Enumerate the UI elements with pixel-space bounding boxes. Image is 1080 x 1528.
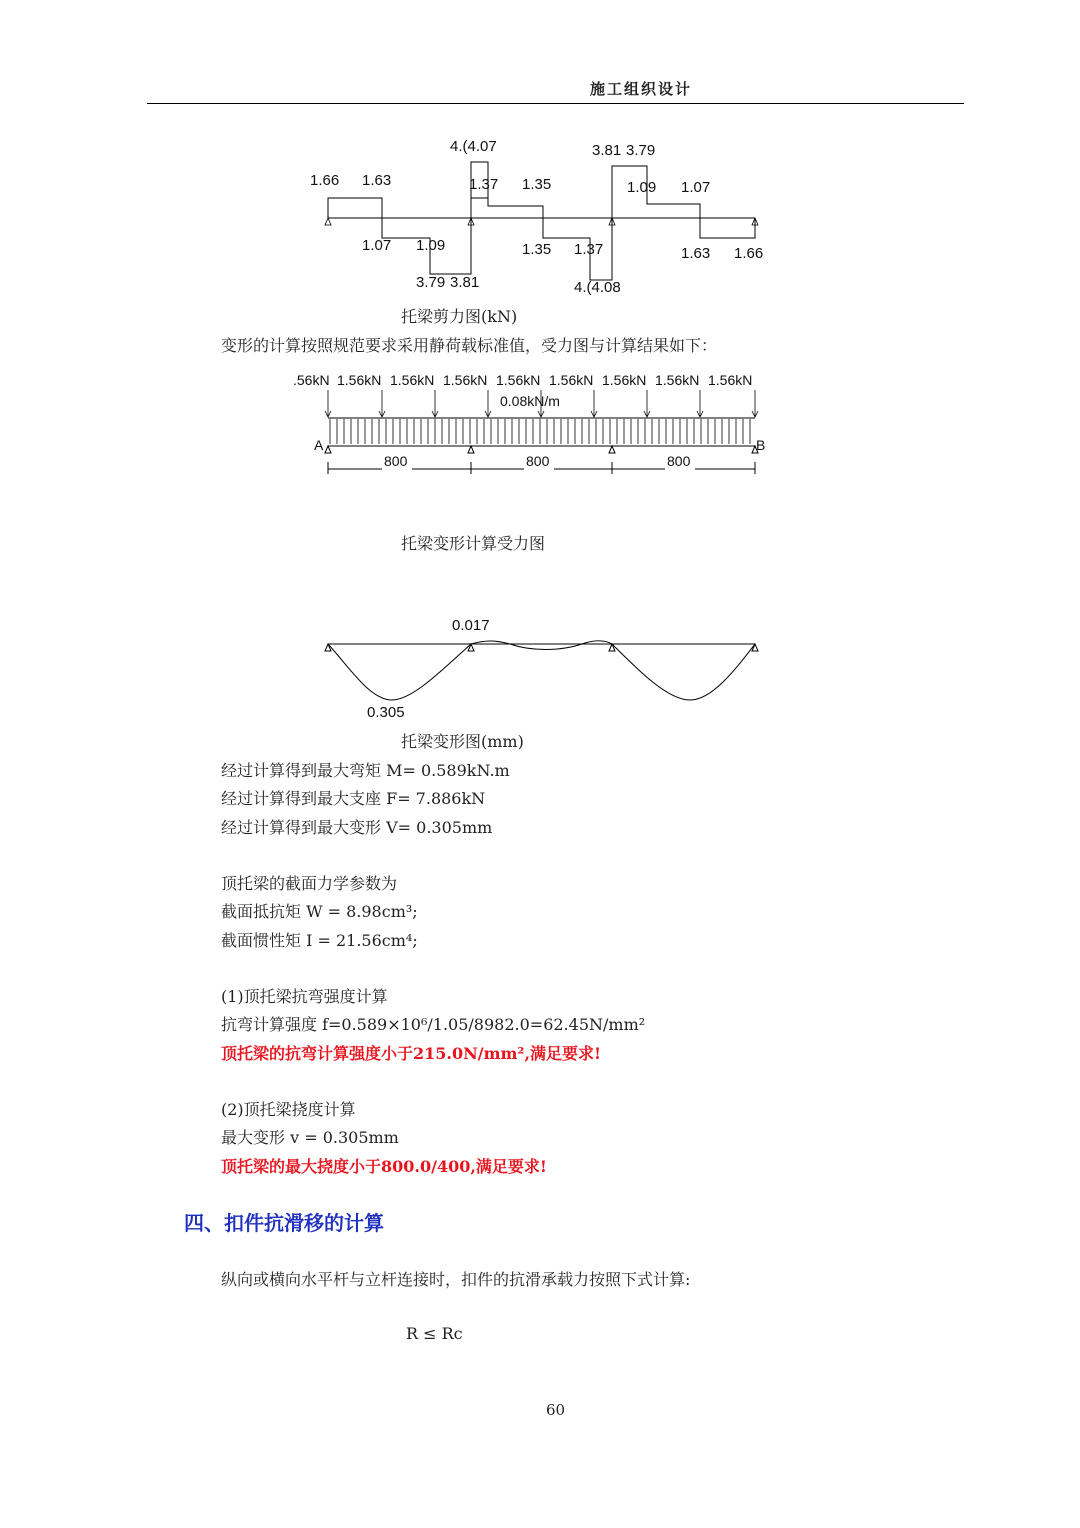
support-3-icon (609, 644, 615, 651)
deflection-caption: 托梁变形图(mm) (401, 732, 524, 751)
deflection-conclusion: 顶托梁的最大挠度小于800.0/400,满足要求! (221, 1157, 547, 1176)
bending-formula: 抗弯计算强度 f=0.589×10⁶/1.05/8982.0=62.45N/mm² (221, 1015, 646, 1034)
shear-caption: 托梁剪力图(kN) (401, 307, 518, 326)
bending-title: (1)顶托梁抗弯强度计算 (221, 987, 388, 1006)
header-title: 施工组织设计 (590, 80, 693, 98)
support-1-icon (325, 218, 331, 225)
shear-label: 1.35 (522, 176, 552, 193)
page-number: 60 (546, 1401, 566, 1419)
shear-label: 1.63 (362, 172, 392, 189)
shear-label: 1.35 (522, 241, 552, 258)
shear-label: 4.(4.08 (574, 279, 621, 296)
shear-label: 3.79 (416, 274, 446, 291)
deflection-diagram (300, 610, 780, 725)
point-load-label: 1.56kN (549, 372, 594, 388)
section-heading-4: 四、扣件抗滑移的计算 (184, 1211, 384, 1235)
shear-label: 1.66 (734, 245, 764, 262)
span-label: 800 (526, 453, 550, 469)
shear-label: 1.37 (469, 176, 499, 193)
point-load-label: .56kN (293, 372, 330, 388)
shear-label: 3.79 (626, 142, 656, 159)
deflection-diagram-svg (300, 610, 780, 725)
shear-label: 1.63 (681, 245, 711, 262)
span-label: 800 (384, 453, 408, 469)
deflection-title: (2)顶托梁挠度计算 (221, 1100, 356, 1119)
bending-conclusion: 顶托梁的抗弯计算强度小于215.0N/mm²,满足要求! (221, 1044, 602, 1063)
point-load-label: 1.56kN (602, 372, 647, 388)
support-label-b: B (756, 437, 766, 453)
deflection-label: 0.017 (452, 617, 490, 634)
span-label: 800 (667, 453, 691, 469)
paragraph-4: 纵向或横向水平杆与立杆连接时，扣件的抗滑承载力按照下式计算: (221, 1270, 691, 1289)
shear-label: 1.07 (681, 179, 711, 196)
shear-label: 1.09 (416, 237, 446, 254)
point-load-label: 1.56kN (655, 372, 700, 388)
shear-label: 1.66 (310, 172, 340, 189)
support-2-icon (468, 644, 474, 651)
support-2-icon (468, 446, 474, 453)
section-modulus: 截面抵抗矩 W = 8.98cm³; (221, 902, 418, 921)
point-load-label: 1.56kN (443, 372, 488, 388)
point-load-label: 1.56kN (390, 372, 435, 388)
load-diagram-svg (290, 362, 780, 480)
deflection-curve-1 (328, 644, 471, 700)
formula-r-rc: R ≤ Rc (406, 1324, 463, 1343)
support-label-a: A (314, 437, 324, 453)
shear-label: 3.81 (592, 142, 622, 159)
shear-diagram-svg (300, 130, 780, 300)
point-load-label: 1.56kN (496, 372, 541, 388)
shear-label: 1.07 (362, 237, 392, 254)
shear-label: 1.37 (574, 241, 604, 258)
shear-label: 1.09 (627, 179, 657, 196)
point-load-label: 1.56kN (708, 372, 753, 388)
deflection-curve-2 (471, 641, 612, 650)
support-a-icon (325, 446, 331, 453)
shear-label: 4.(4.07 (450, 138, 497, 155)
shear-label: 3.81 (450, 274, 480, 291)
header-rule (147, 103, 964, 104)
load-diagram (290, 362, 780, 480)
support-3-icon (609, 446, 615, 453)
support-1-icon (325, 644, 331, 651)
result-moment: 经过计算得到最大弯矩 M= 0.589kN.m (221, 761, 510, 780)
shear-diagram (300, 130, 780, 300)
section-inertia: 截面惯性矩 I = 21.56cm⁴; (221, 931, 418, 950)
deflection-label: 0.305 (367, 704, 405, 721)
point-load-label: 1.56kN (337, 372, 382, 388)
intro-text: 变形的计算按照规范要求采用静荷载标准值，受力图与计算结果如下： (221, 336, 718, 355)
distributed-load-label: 0.08kN/m (500, 393, 560, 409)
load-caption: 托梁变形计算受力图 (401, 534, 546, 553)
result-support: 经过计算得到最大支座 F= 7.886kN (221, 789, 486, 808)
result-deflection: 经过计算得到最大变形 V= 0.305mm (221, 818, 493, 837)
deflection-curve-3 (612, 644, 755, 700)
deflection-value: 最大变形 v = 0.305mm (221, 1128, 399, 1147)
section-title: 顶托梁的截面力学参数为 (221, 874, 398, 893)
